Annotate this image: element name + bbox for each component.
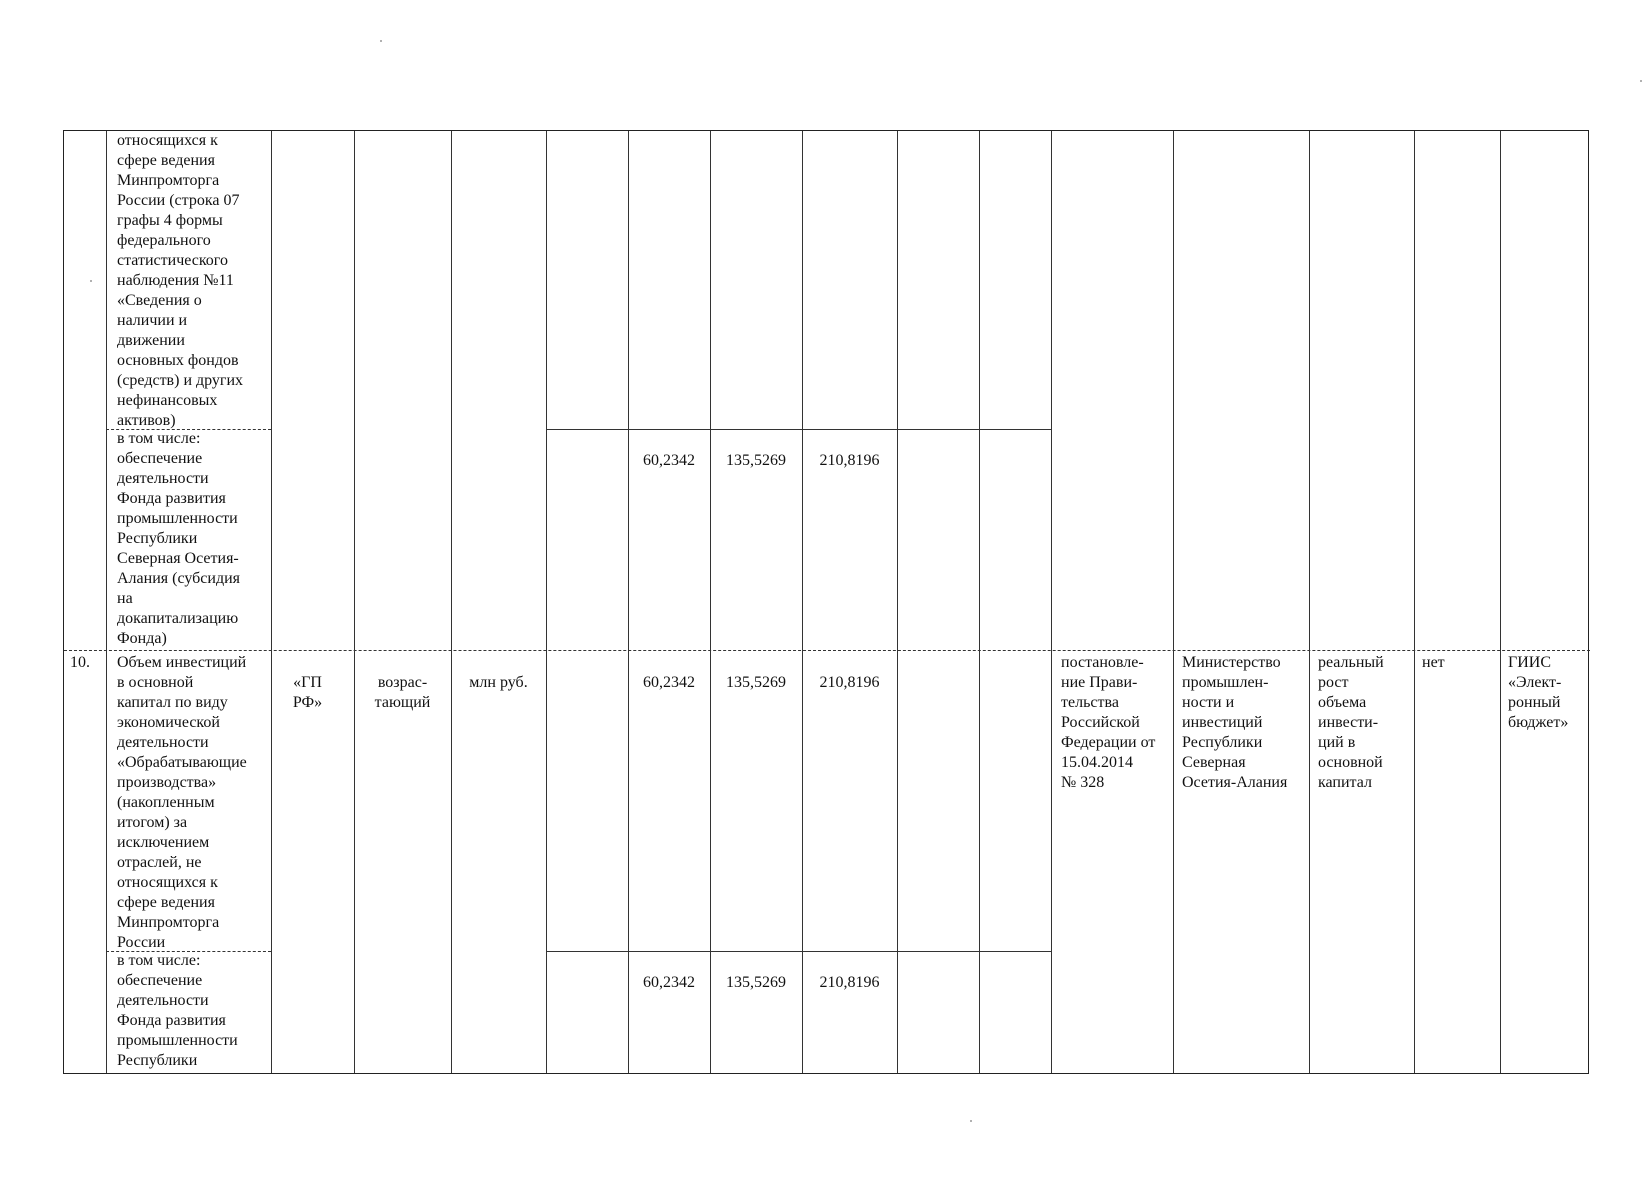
col-rule	[897, 131, 898, 1073]
col-rule	[1173, 131, 1174, 1073]
row-number: 10.	[70, 654, 90, 671]
value-cell: 135,5269	[726, 452, 786, 469]
value-cell: 60,2342	[643, 452, 695, 469]
sub-row-rule	[546, 429, 1051, 430]
col-rule	[451, 131, 452, 1073]
unit-cell: млн руб.	[469, 674, 528, 691]
value-cell: 135,5269	[726, 974, 786, 991]
responsible-cell: Министерство промышлен- ности и инвестиций Республики Северная Осетия-Алания	[1182, 654, 1288, 791]
col-rule	[710, 131, 711, 1073]
sub-indicator-cell: в том числе: обеспечение деятельности Фонда развития промышленности Республики Северная Осетия- Алания (субсидия на докапитализацию Фонда)	[117, 430, 240, 647]
trend-cell: возрас- тающий	[374, 674, 431, 711]
col-rule	[1309, 131, 1310, 1073]
sub-row-rule	[546, 951, 1051, 952]
value-cell: 60,2342	[643, 974, 695, 991]
sub-indicator-cell: в том числе: обеспечение деятельности Фонда развития промышленности Республики	[117, 952, 238, 1069]
col-rule	[628, 131, 629, 1073]
col-rule	[106, 131, 107, 1073]
scan-speck	[970, 1120, 972, 1122]
col-rule	[802, 131, 803, 1073]
value-cell: 60,2342	[643, 674, 695, 691]
value-cell: 210,8196	[819, 974, 880, 991]
col-rule	[271, 131, 272, 1073]
basis-cell: постановле- ние Прави- тельства Российской Федерации от 15.04.2014 № 328	[1061, 654, 1156, 791]
col-rule	[979, 131, 980, 1073]
level-cell: «ГП РФ»	[292, 674, 323, 711]
indicators-table	[63, 130, 1589, 1074]
system-cell: ГИИС «Элект- ронный бюджет»	[1508, 654, 1569, 731]
indicator-cell: Объем инвестиций в основной капитал по виду экономической деятельности «Обрабатывающие производства» (накопленным итогом) за исключением отраслей, не относящихся к сфере ведения Минпромторга России	[117, 654, 247, 951]
flag-cell: нет	[1422, 654, 1445, 671]
col-rule	[1414, 131, 1415, 1073]
value-cell: 135,5269	[726, 674, 786, 691]
value-cell: 210,8196	[819, 674, 880, 691]
col-rule	[1500, 131, 1501, 1073]
col-rule	[1051, 131, 1052, 1073]
scan-speck	[90, 280, 92, 282]
indicator-cell: относящихся к сфере ведения Минпромторга России (строка 07 графы 4 формы федерального статистического наблюдения №11 «Сведения о наличии и движении основных фондов (средств) и других нефинансовых активов)	[117, 132, 244, 429]
row-rule	[64, 650, 1590, 651]
scan-speck	[1640, 80, 1642, 82]
value-cell: 210,8196	[819, 452, 880, 469]
col-rule	[354, 131, 355, 1073]
decomposition-cell: реальный рост объема инвести- ций в основной капитал	[1318, 654, 1384, 791]
col-rule	[546, 131, 547, 1073]
scan-speck	[380, 40, 382, 42]
